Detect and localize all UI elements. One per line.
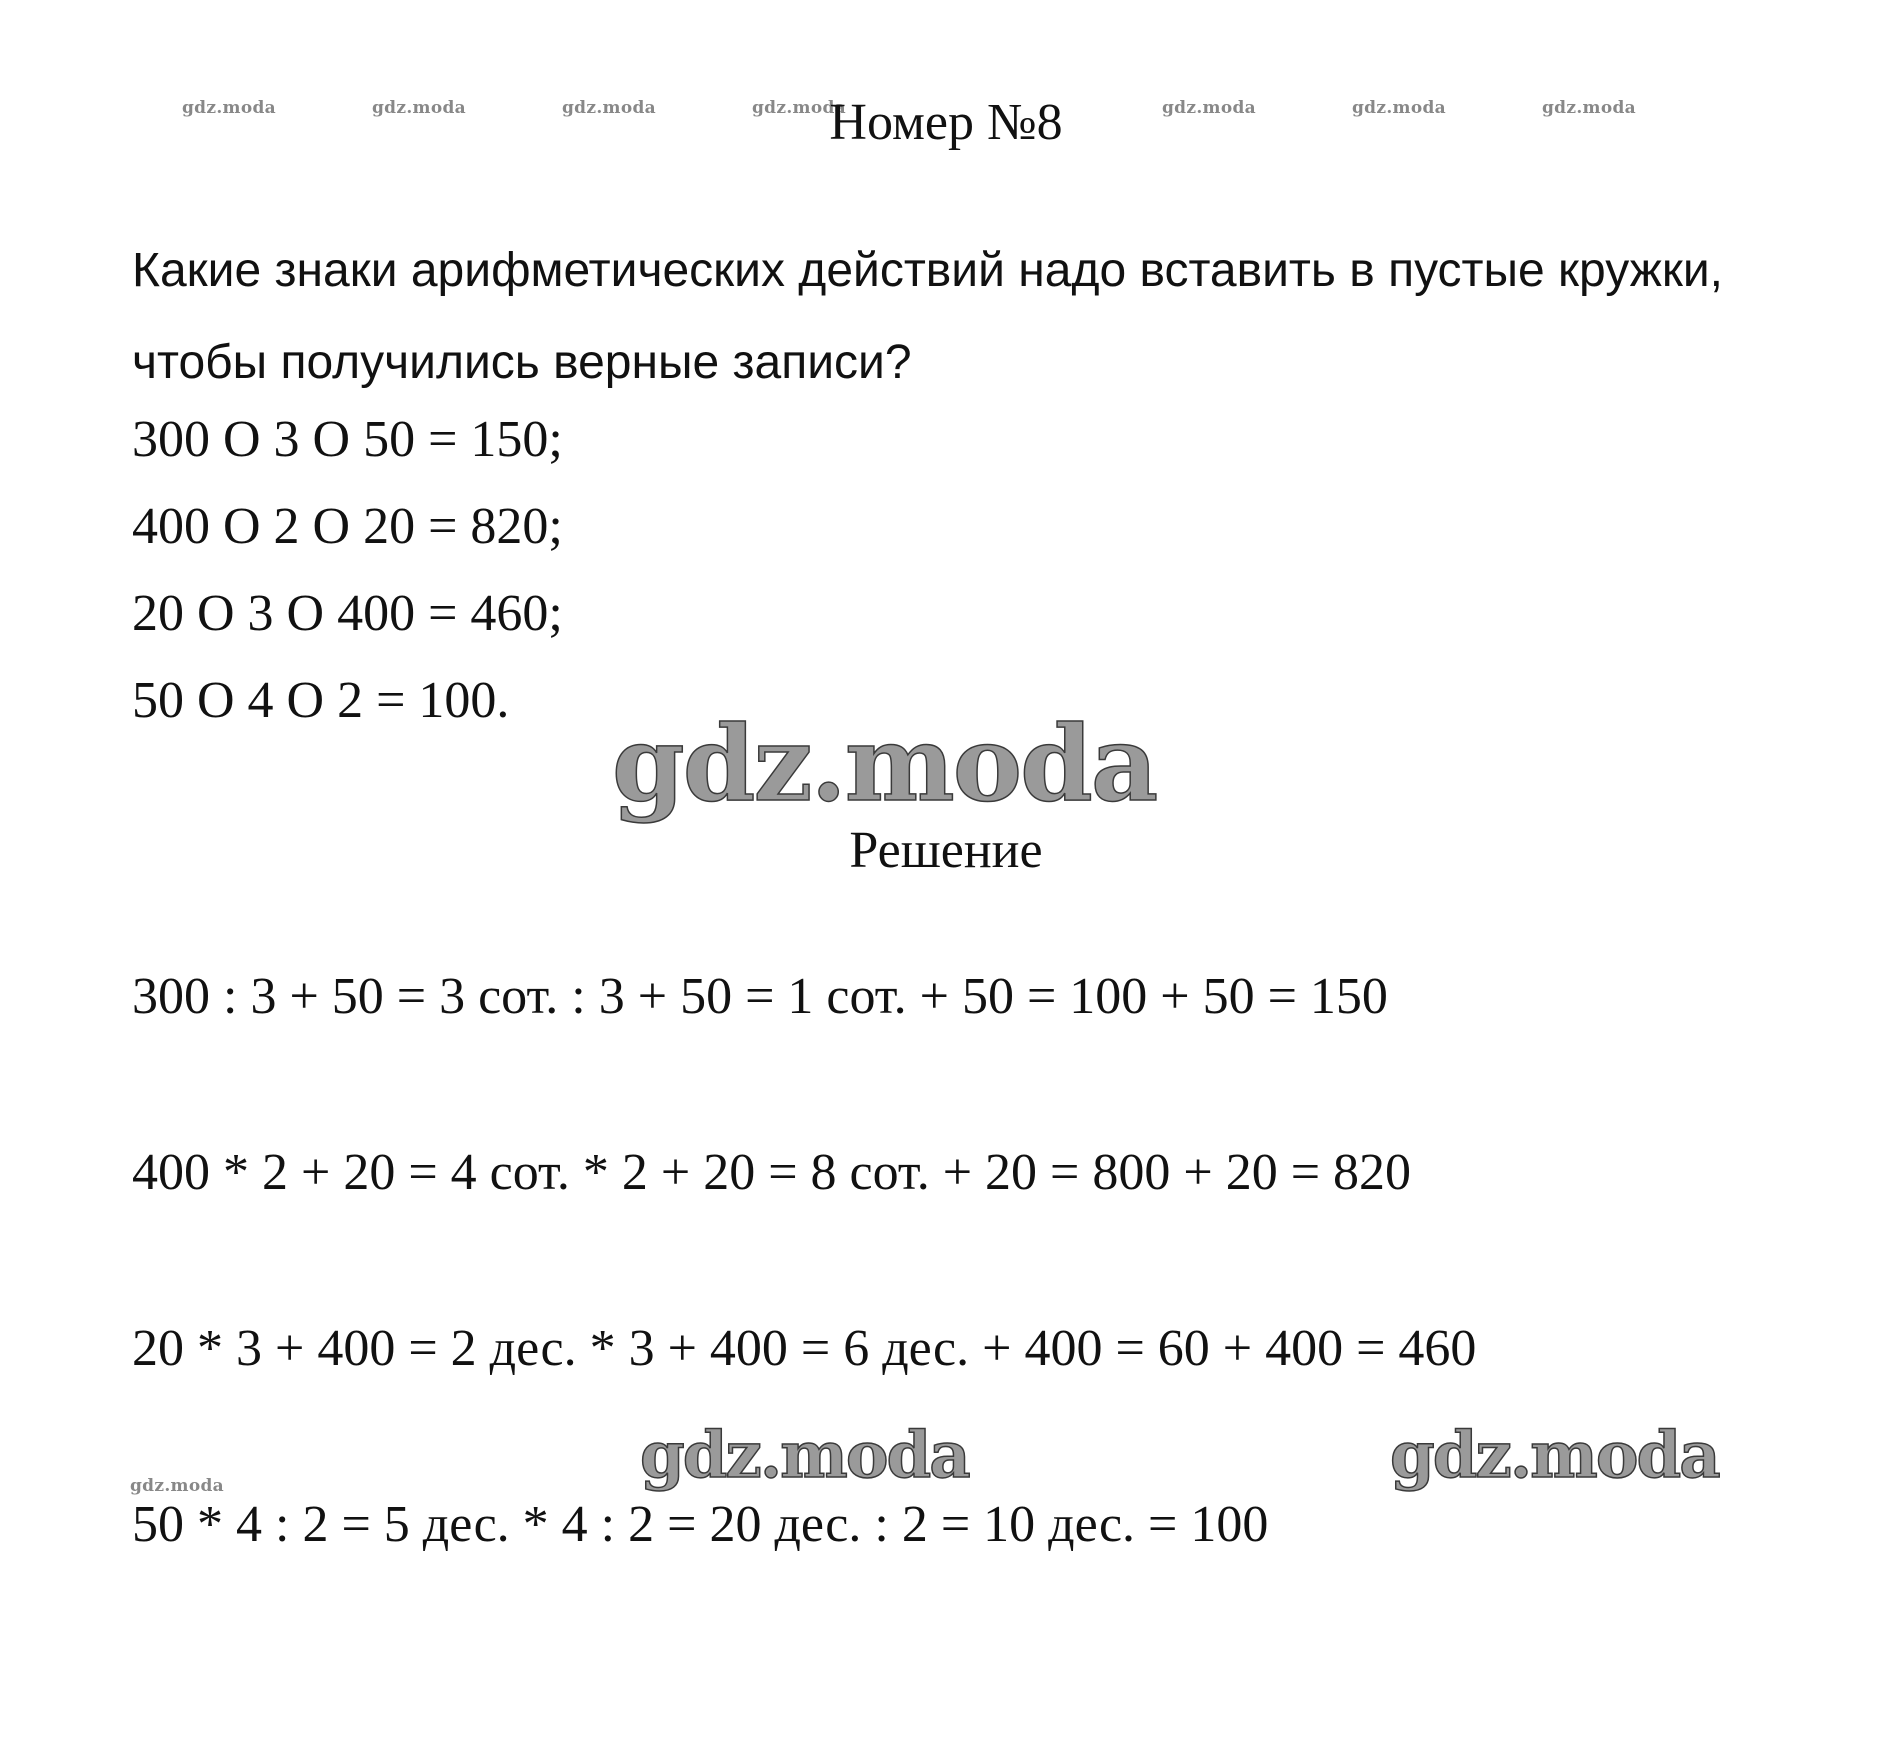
task-question: Какие знаки арифметических действий надо вставить в пустые кружки, чтобы получились верные записи? [132,244,1724,389]
watermark-large: gdz.moda [612,702,1157,825]
watermark-small: gdz.moda [372,98,466,118]
watermark-small: gdz.moda [130,1476,224,1496]
task-expression: 300 O 3 O 50 = 150; [132,411,563,468]
watermark-small: gdz.moda [1352,98,1446,118]
page-title: Номер №8 [829,94,1063,151]
solution-title: Решение [849,822,1043,879]
watermark-small: gdz.moda [1542,98,1636,118]
task-expression: 50 O 4 O 2 = 100. [132,672,510,729]
task-expression: 20 O 3 O 400 = 460; [132,585,563,642]
watermark-small: gdz.moda [1162,98,1256,118]
solution-line: 400 * 2 + 20 = 4 сот. * 2 + 20 = 8 сот. + 20 = 800 + 20 = 820 [132,1144,1412,1201]
watermark-small: gdz.moda [182,98,276,118]
watermark-small: gdz.moda [562,98,656,118]
watermark-large: gdz.moda [640,1418,969,1493]
solution-line: 20 * 3 + 400 = 2 дес. * 3 + 400 = 6 дес. + 400 = 60 + 400 = 460 [132,1320,1477,1377]
solution-line: 300 : 3 + 50 = 3 сот. : 3 + 50 = 1 сот. + 50 = 100 + 50 = 150 [132,968,1388,1025]
watermark-small: gdz.moda [752,98,846,118]
task-expression: 400 O 2 O 20 = 820; [132,498,563,555]
solution-line: 50 * 4 : 2 = 5 дес. * 4 : 2 = 20 дес. : 2 = 10 дес. = 100 [132,1496,1269,1553]
watermark-large: gdz.moda [1390,1418,1719,1493]
